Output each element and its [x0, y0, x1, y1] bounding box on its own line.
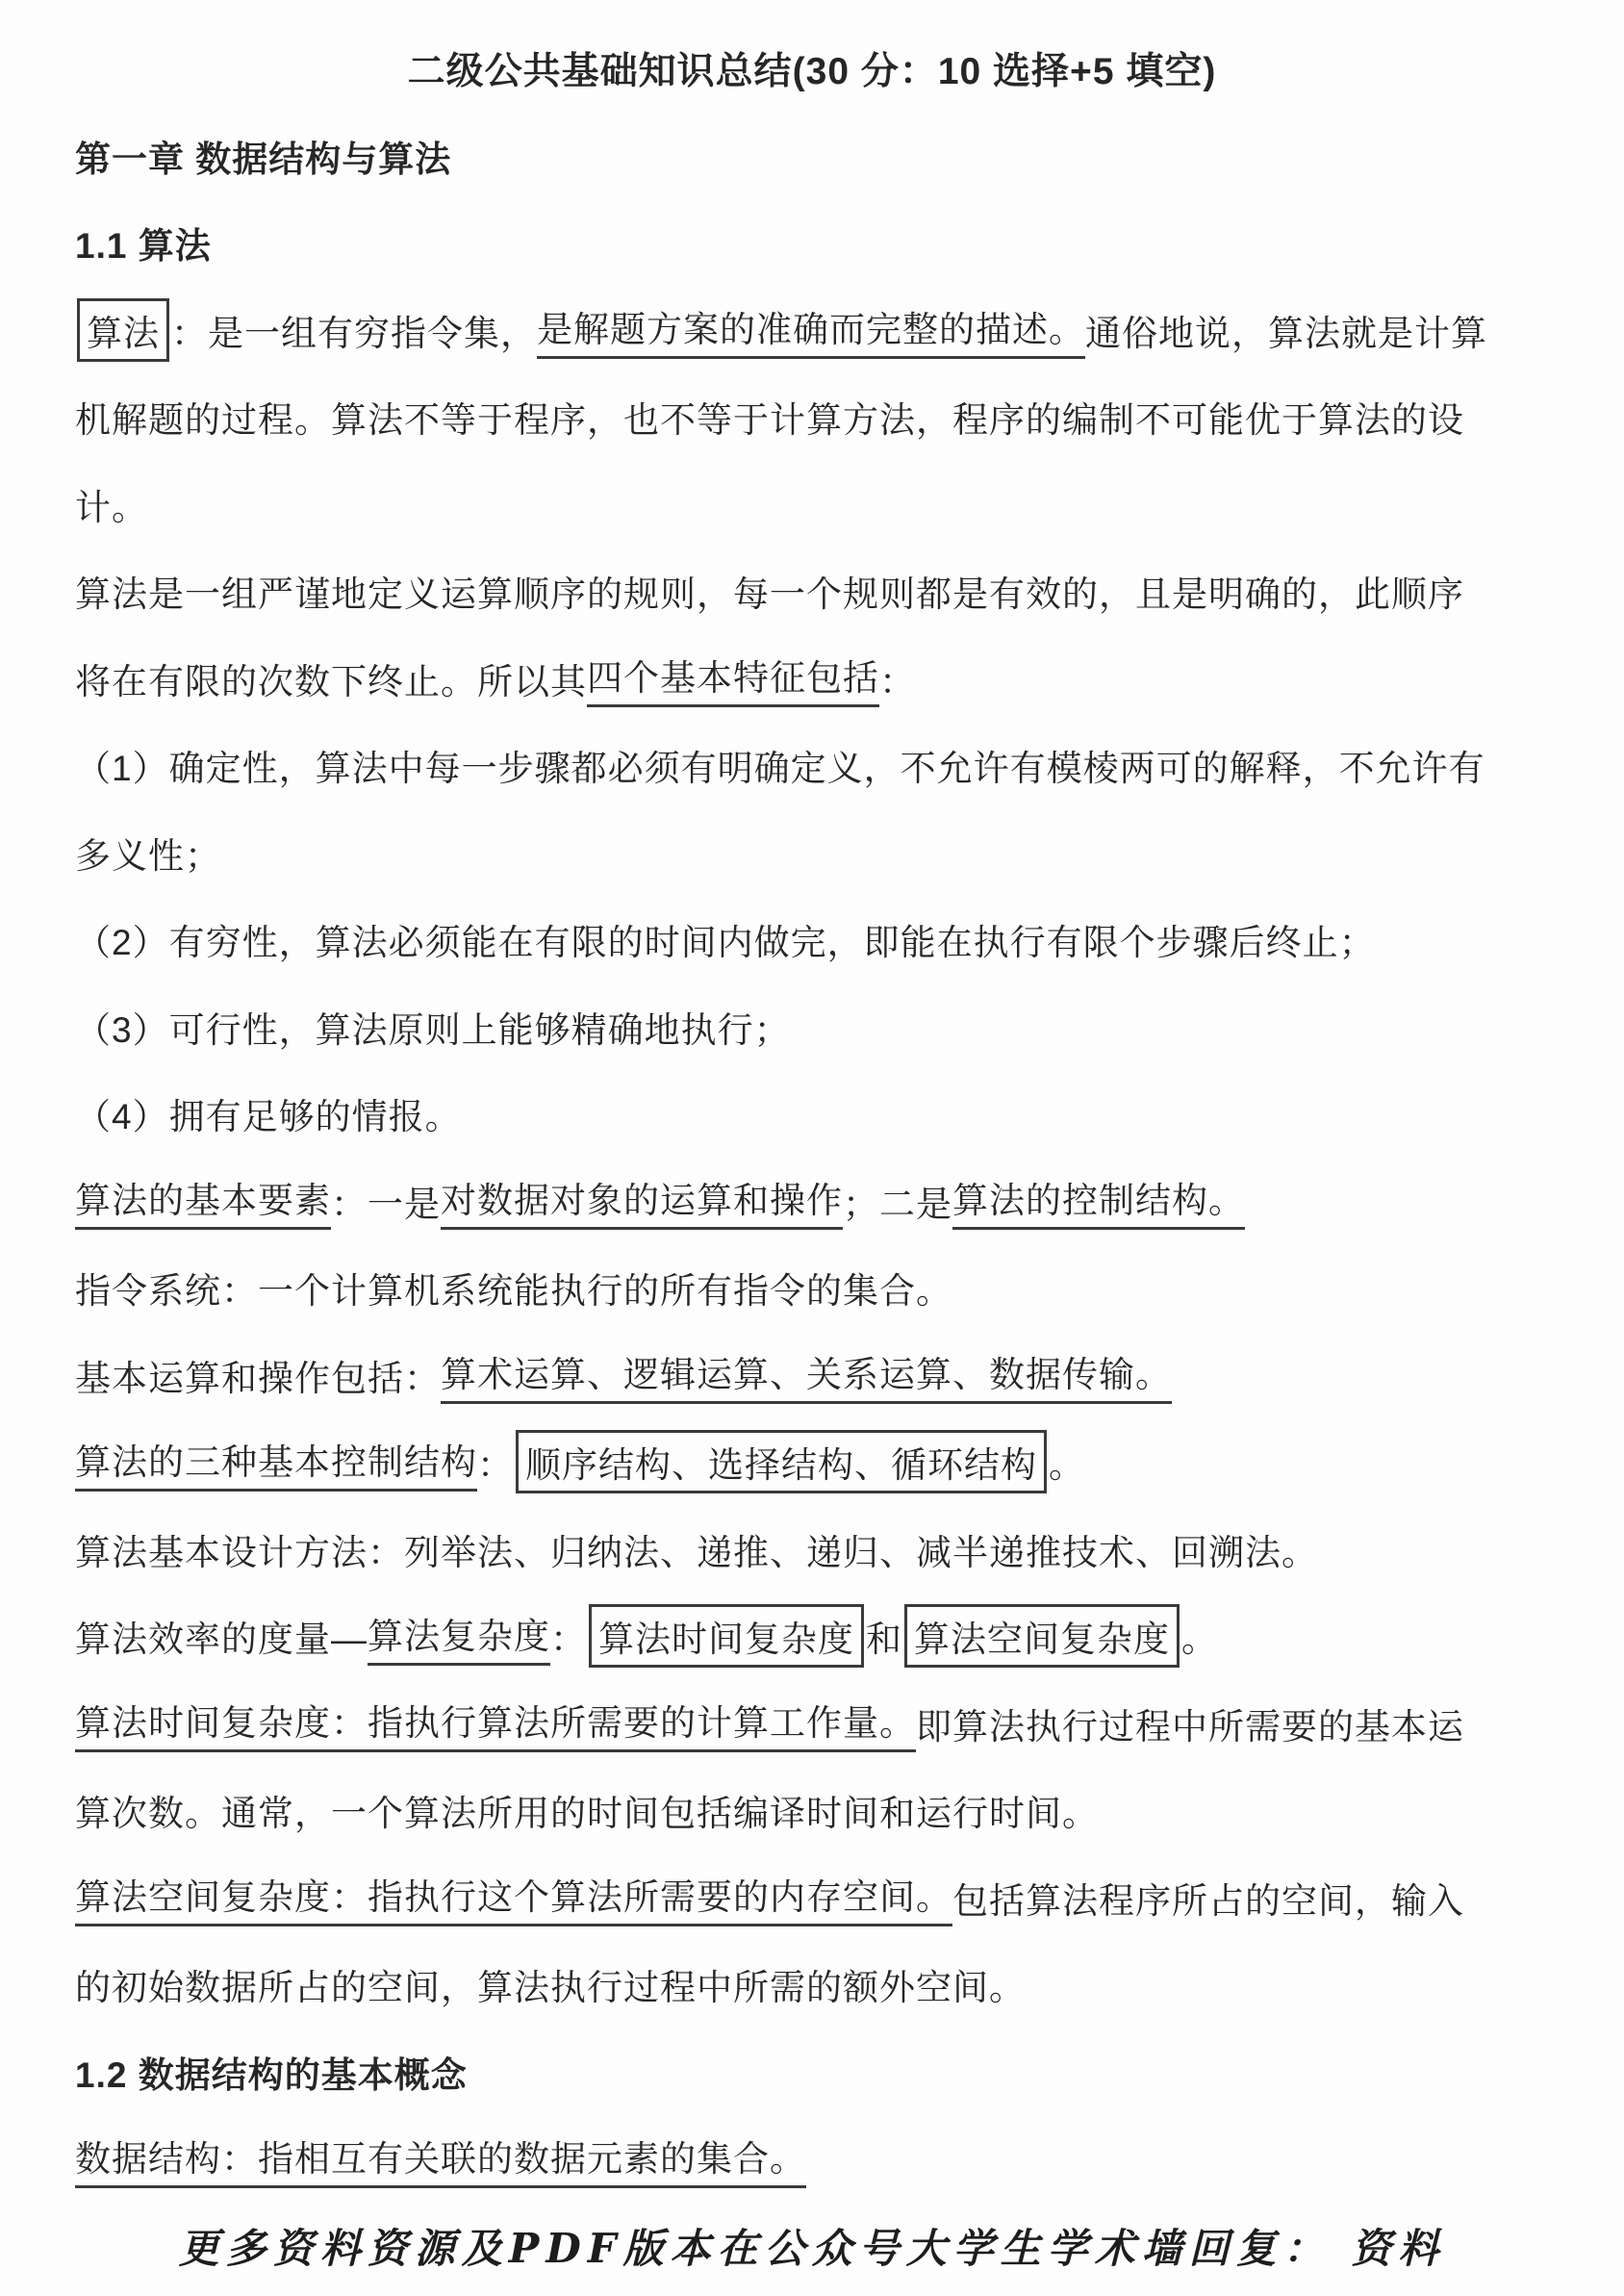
underlined-term: 算法的三种基本控制结构: [75, 1433, 477, 1492]
text-segment: 机解题的过程。算法不等于程序，也不等于计算方法，程序的编制不可能优于算法的设: [75, 400, 1464, 441]
text-segment: 将在有限的次数下终止。所以其: [75, 661, 587, 702]
text-line: [0, 1244, 1624, 1332]
underlined-term: 算法的控制结构。: [952, 1171, 1245, 1230]
text-segment: ：: [879, 661, 916, 702]
section-heading: [0, 113, 1624, 200]
underlined-term: 对数据对象的运算和操作: [441, 1171, 843, 1230]
text-segment: 包括算法程序所占的空间，输入: [952, 1880, 1464, 1921]
underlined-term: 四个基本特征包括: [587, 649, 879, 707]
text-segment: ：: [477, 1445, 514, 1486]
text-segment: 1.1 算法: [75, 226, 212, 267]
text-line: [0, 1593, 1624, 1680]
boxed-term: 算法: [77, 298, 169, 362]
text-line: [0, 1506, 1624, 1594]
footer-note: [0, 2203, 1624, 2290]
text-line: [0, 983, 1624, 1071]
text-segment: 二级公共基础知识总结(30 分：10 选择+5 填空): [407, 51, 1217, 93]
text-segment: ：是一组有穷指令集，: [171, 313, 537, 353]
text-line: [0, 461, 1624, 548]
text-segment: 算次数。通常，一个算法所用的时间包括编译时间和运行时间。: [75, 1794, 1099, 1834]
text-line: [0, 1680, 1624, 1768]
text-segment: 计。: [75, 487, 148, 527]
underlined-term: 算法空间复杂度：指执行这个算法所需要的内存空间。: [75, 1868, 952, 1926]
text-segment: 。: [1049, 1445, 1085, 1486]
text-segment: 1.2 数据结构的基本概念: [75, 2054, 468, 2095]
text-segment: 和: [866, 1620, 902, 1660]
text-line: [0, 1070, 1624, 1158]
text-segment: ；二是: [843, 1184, 952, 1224]
text-segment: 基本运算和操作包括：: [75, 1358, 441, 1398]
text-segment: 更多资料资源及PDF版本在公众号大学生学术墙回复： 资料: [178, 2224, 1446, 2272]
underlined-term: 算法时间复杂度：指执行算法所需要的计算工作量。: [75, 1694, 916, 1752]
text-segment: 的初始数据所占的空间，算法执行过程中所需的额外空间。: [75, 1968, 1026, 2008]
underlined-term: 数据结构：指相互有关联的数据元素的集合。: [75, 2130, 806, 2188]
text-line: [0, 1941, 1624, 2028]
text-segment: ：: [550, 1620, 587, 1660]
text-segment: 算法基本设计方法：列举法、归纳法、递推、递归、减半递推技术、回溯法。: [75, 1532, 1318, 1572]
text-line: [0, 635, 1624, 723]
underlined-term: 是解题方案的准确而完整的描述。: [537, 300, 1085, 359]
text-segment: 。: [1181, 1620, 1218, 1660]
text-line: [0, 373, 1624, 461]
boxed-term: 算法时间复杂度: [589, 1604, 864, 1668]
underlined-term: 算法复杂度: [368, 1607, 550, 1666]
text-line: [0, 1854, 1624, 1942]
boxed-term: 顺序结构、选择结构、循环结构: [516, 1430, 1047, 1493]
text-segment: （3）可行性，算法原则上能够精确地执行；: [75, 1009, 791, 1050]
section-heading: [0, 199, 1624, 287]
text-segment: 算法效率的度量—: [75, 1620, 368, 1660]
text-segment: （1）确定性，算法中每一步骤都必须有明确定义，不允许有模棱两可的解释，不允许有: [75, 749, 1485, 789]
text-line: [0, 287, 1624, 374]
page-title: [0, 25, 1624, 113]
text-segment: 算法是一组严谨地定义运算顺序的规则，每一个规则都是有效的，且是明确的，此顺序: [75, 574, 1464, 615]
text-line: [0, 2115, 1624, 2203]
text-segment: ：一是: [331, 1184, 441, 1224]
text-line: [0, 548, 1624, 635]
text-line: [0, 1767, 1624, 1854]
text-line: [0, 896, 1624, 983]
boxed-term: 算法空间复杂度: [904, 1604, 1180, 1668]
underlined-term: 算术运算、逻辑运算、关系运算、数据传输。: [441, 1345, 1172, 1404]
text-segment: 即算法执行过程中所需要的基本运: [916, 1706, 1464, 1747]
text-line: [0, 1332, 1624, 1419]
underlined-term: 算法的基本要素: [75, 1171, 331, 1230]
text-line: [0, 809, 1624, 897]
text-segment: （4）拥有足够的情报。: [75, 1097, 462, 1137]
text-segment: 多义性；: [75, 835, 221, 876]
text-segment: 指令系统：一个计算机系统能执行的所有指令的集合。: [75, 1271, 952, 1312]
text-segment: （2）有穷性，算法必须能在有限的时间内做完，即能在执行有限个步骤后终止；: [75, 923, 1376, 963]
text-line: [0, 1418, 1624, 1506]
text-line: [0, 1158, 1624, 1245]
text-segment: 第一章 数据结构与算法: [75, 139, 452, 179]
section-heading: [0, 2028, 1624, 2116]
text-line: [0, 722, 1624, 809]
text-segment: 通俗地说，算法就是计算: [1085, 313, 1487, 353]
